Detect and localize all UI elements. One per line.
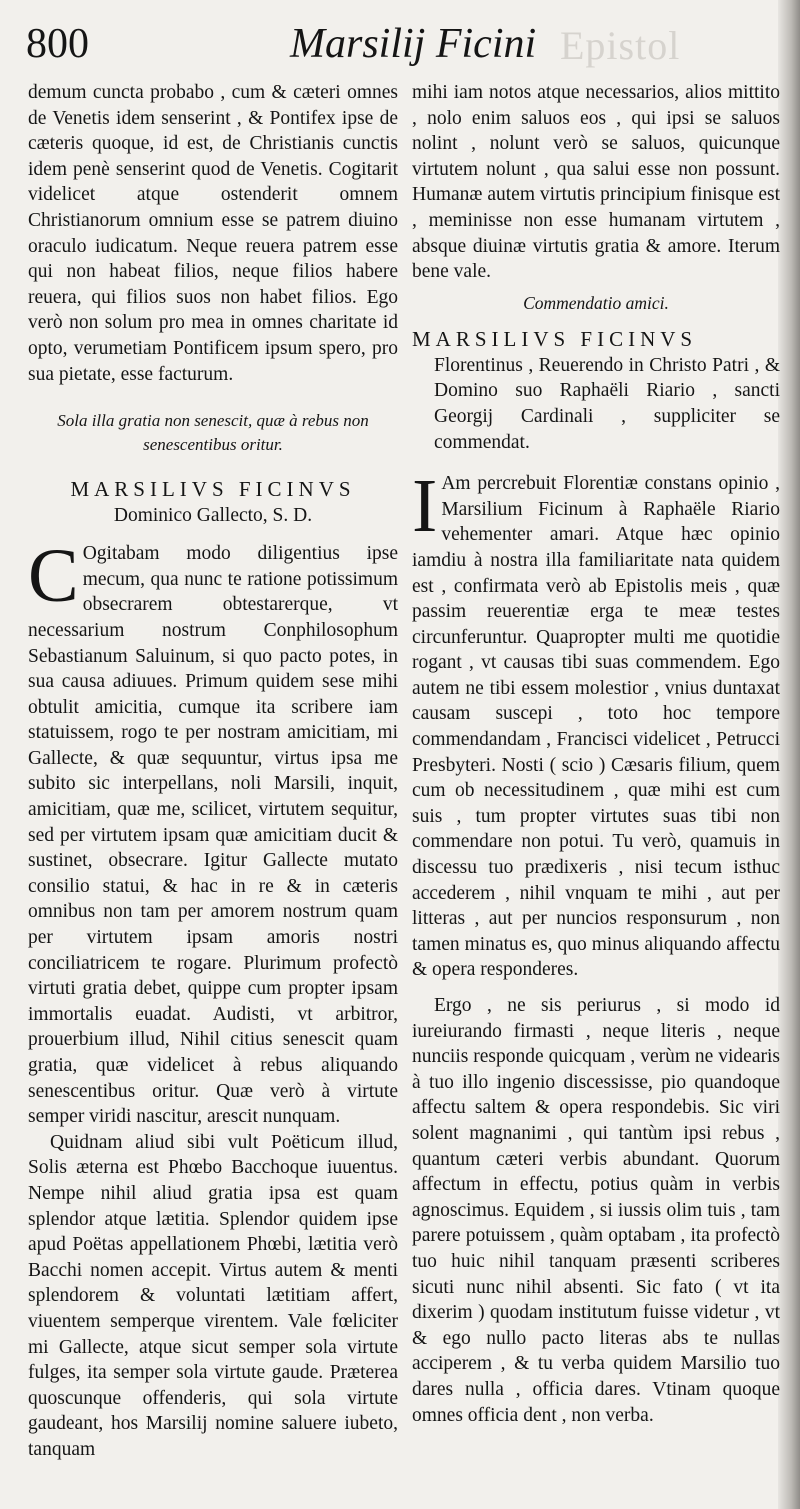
letter-paragraph-text: Ogitabam modo diligentius ipse mecum, qua nunc te ratione potissimum obsecrarem obtestarerque, vt necessarium nostrum Conphilosophum Sebastianum Saluinum, si quo pacto potes, in sua causa adiuues. Primum quidem sese mihi obtulit amicitia, cumque ita scribere iam statuissem, rogo te per nostram amicitiam, mi Gallecte, & quæ sequuntur, virtus ipsa me subito sic interpellans, noli Marsili, inquit, amicitiam, quæ me, scilicet, virtutem sequitur, sed per virtutem ipsam quæ amicitiam ducit & sustinet, obsecrare. Igitur Gallecte mutato consilio statui, & hac in re & in cæteris omnibus non tam per amorem nostrum quam per virtutem ipsam amoris nostri conciliatricem te rogare. Plurimum profectò virtuti gratia debet, quippe cum propter ipsam immortalis euadat. Audisti, vt arbitror, prouerbium illud, Nihil citius senescit quam gratia, quæ videlicet à rebus aliquando senescentibus oritur. Quæ verò à virtute semper viridi nascitur, arescit nunquam. [28,543,398,1128]
letter-paragraph [412,464,780,983]
motto: Sola illa gratia non senescit, quæ à rebus non senescentibus oritur. [57,411,369,455]
letter-paragraph [28,534,398,1130]
letter-heading-recipient: Dominico Gallecto, S. D. [113,505,313,527]
letter-paragraph-2: Quidnam aliud sibi vult Poëticum illud, Solis æterna est Phœbo Bacchoque iuuentus. Nempe nihil aliud gratia ipsa est quam splendor atque lætitia. Splendor quidem ipse apud Poëtas appellationem Phœbi, lætitia verò Bacchi nomen accepit. Virtus autem & menti splendorem & voluntati lætitiam affert, viuentem semperque virentem. Vale fœliciter mi Gallecte, atque sicut semper sola virtute fulges, ita semper sola virtute gaude. Præterea quoscunque offenderis, qui sola virtute gaudeant, hos Marsilij nomine saluere iubeto, tanquam [28,1131,398,1460]
page-number: 800 [26,21,89,67]
letter-caption: Commendatio amici. [523,292,669,313]
letter-paragraph-text: Am percrebuit Florentiæ constans opinio , Marsilium Ficinum à Raphaële Riario vehementer amari. Atque hæc opinio iamdiu à nostra illa familiaritate nata quidem est , confirmata verò ab Epistolis meis , quæ passim reuerentiæ erga te meæ testes circunferuntur. Quapropter multi me quotidie rogant , vt causas tibi suas commendem. Ego autem ne tibi essem molestior , vnius duntaxat causam suscepi , toto hoc tempore commendandam , Francisci videlicet , Petrucci Presbyteri. Nosti ( scio ) Cæsaris filium, quem cum ob necessitudinem , quæ mihi est cum suis , tum propter virtutes suas tibi non commendare non potui. Tu verò, quamuis in discessu tuo prædixeris , nisi tecum isthuc accederem , nihil vnquam te mihi , aut per litteras , aut per nuncios responsurum , non tamen minatus es, quo minus aliquando affectu & opera responderes. [412,473,780,981]
drop-cap: I [412,464,438,549]
drop-cap: C [28,534,79,619]
address-name: MARSILIVS FICINVS [412,326,698,351]
left-continuation-text: demum cuncta probabo , cum & cæteri omnes de Venetis idem senserint , & Pontifex ipse de cæteris quoque, id est, de Christianis cunctis idem penè senserint quod de Venetis. Cogitarit videlicet atque ostenderit omnem Christianorum omnium esse se patrem diuino oraculo iudicatum. Neque reuera patrem esse qui non habeat filios, neque filios habere reuera, qui filios suos non habet filios. Ego verò non solum pro mea in omnes charitate id opto, verumetiam Pontificem ipsum spero, pro sua pietate, esse facturum. [28,82,398,385]
page-gutter-shadow [778,0,800,1509]
bleed-through-text: Epistol [560,23,681,68]
letter-heading-name: MARSILIVS FICINVS [70,477,356,502]
page-header [0,18,800,78]
right-column [412,80,780,1428]
letter-paragraph-2: Ergo , ne sis periurus , si modo id iureiurando firmasti , neque literis , neque nunciis responde quicquam , verùm ne videaris à tuo illo ingenio discessisse, pio quandoque affectu saltem & opera respondebis. Sic viri solent magnanimi , qui tantùm ipsi rebus , quantum cæteri verbis abundant. Quorum affectum in effectu, potius quàm in verbis agnoscimus. Equidem , si iussis olim tuis , tam parere potuissem , quàm optabam , ita profectò tuo huic nihil tanquam præsenti scriberes sicuti nunc nihil absenti. Sic fato ( vt ita dixerim ) quodam institutum fuisse videtur , vt & ego nullo pacto literas abs te nullas acciperem , & tu verba quidem Marsilio tuo dares nulla , officia dares. Vtinam quoque omnes officia dent , non verba. [412,995,780,1426]
left-column [28,80,398,1463]
right-continuation-text: mihi iam notos atque necessarios, alios mittito , nolo enim saluos eos , qui ipsi se saluos nolint , nolunt verò se saluos, quicunque virtutem nolunt , qua salui esse non possunt. Humanæ autem virtutis principium finisque est , meminisse non esse humanam virtutem , absque diuinæ virtutis gratia & amore. Iterum bene vale. [412,82,780,283]
address-block: Florentinus , Reuerendo in Christo Patri , & Domino suo Raphaëli Riario , sancti Georgij Cardinali , suppliciter se commendat. [434,354,780,453]
running-title: Marsilij Ficini [290,21,537,67]
